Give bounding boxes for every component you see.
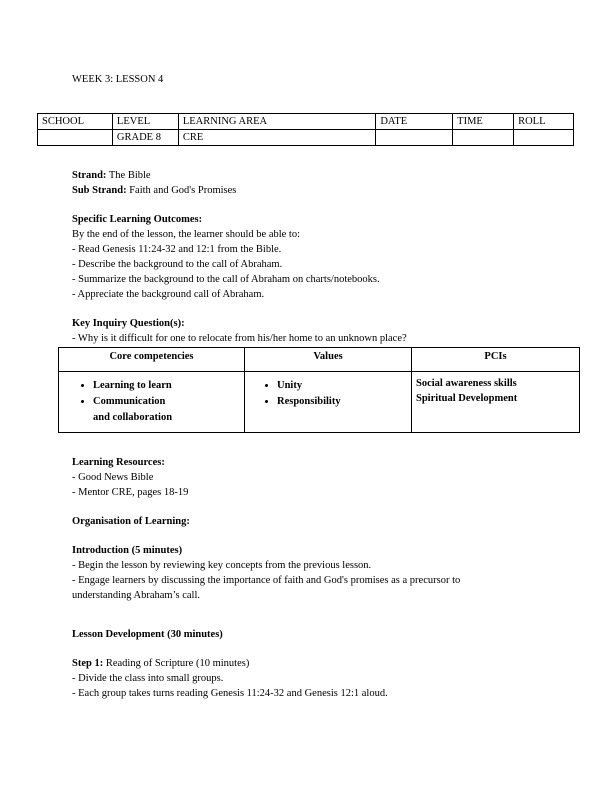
inquiry-question: - Why is it difficult for one to relocate from his/her home to an unknown place? <box>72 333 407 344</box>
step1-item: - Each group takes turns reading Genesis 11:24-32 and Genesis 12:1 aloud. <box>72 688 388 699</box>
sub-strand-line <box>72 183 552 198</box>
outcomes-heading: Specific Learning Outcomes: <box>72 214 203 225</box>
header-pcis: PCIs <box>412 348 580 372</box>
pci-item: Social awareness skills <box>416 378 517 389</box>
competencies-row <box>59 372 580 433</box>
strand-value: The Bible <box>106 170 151 181</box>
value-item: • Responsibility <box>277 394 407 410</box>
header-level: LEVEL <box>112 114 178 130</box>
introduction-item: - Begin the lesson by reviewing key concepts from the previous lesson. <box>72 560 372 571</box>
introduction-item-cont: understanding Abraham’s call. <box>72 590 201 601</box>
header-school: SCHOOL <box>38 114 113 130</box>
step1-line <box>72 656 552 671</box>
introduction-item: - Engage learners by discussing the importance of faith and God's promises as a precursor to <box>72 575 461 586</box>
core-competency-item-cont: and collaboration <box>93 412 173 423</box>
competencies-table <box>58 347 580 433</box>
header-core-competencies: Core competencies <box>59 348 245 372</box>
core-competency-item: • Learning to learn <box>93 378 240 394</box>
resource-item: - Mentor CRE, pages 18-19 <box>72 487 189 498</box>
week-lesson-title: WEEK 3: LESSON 4 <box>72 74 164 85</box>
introduction-heading: Introduction (5 minutes) <box>72 545 183 556</box>
inquiry-heading: Key Inquiry Question(s): <box>72 318 185 329</box>
value-time <box>453 130 514 146</box>
info-value-row <box>38 130 574 146</box>
lesson-body-bottom <box>72 455 552 701</box>
strand-line <box>72 168 552 183</box>
header-learning-area: LEARNING AREA <box>178 114 376 130</box>
outcomes-intro: By the end of the lesson, the learner should be able to: <box>72 229 301 240</box>
outcome-item: - Describe the background to the call of Abraham. <box>72 259 283 270</box>
resources-heading: Learning Resources: <box>72 457 165 468</box>
pci-item: Spiritual Development <box>416 393 518 404</box>
value-school <box>38 130 113 146</box>
value-item: • Unity <box>277 378 407 394</box>
header-values: Values <box>245 348 412 372</box>
value-level: GRADE 8 <box>112 130 178 146</box>
pcis-cell <box>412 372 580 433</box>
core-competencies-cell <box>59 372 245 433</box>
outcome-item: - Summarize the background to the call of Abraham on charts/notebooks. <box>72 274 380 285</box>
lesson-body-top <box>72 168 552 346</box>
value-date <box>376 130 453 146</box>
step1-item: - Divide the class into small groups. <box>72 673 224 684</box>
outcome-item: - Appreciate the background call of Abraham. <box>72 289 265 300</box>
values-cell <box>245 372 412 433</box>
strand-label: Strand: <box>72 170 107 181</box>
value-learning-area: CRE <box>178 130 376 146</box>
header-date: DATE <box>376 114 453 130</box>
step1-title: Reading of Scripture (10 minutes) <box>103 658 250 669</box>
organisation-heading: Organisation of Learning: <box>72 516 190 527</box>
resource-item: - Good News Bible <box>72 472 154 483</box>
value-roll <box>514 130 574 146</box>
development-heading: Lesson Development (30 minutes) <box>72 629 223 640</box>
header-time: TIME <box>453 114 514 130</box>
lesson-info-table <box>37 113 574 146</box>
core-competency-item: • Communication <box>93 394 240 410</box>
info-header-row <box>38 114 574 130</box>
sub-strand-label: Sub Strand: <box>72 185 127 196</box>
header-roll: ROLL <box>514 114 574 130</box>
step1-label: Step 1: <box>72 658 104 669</box>
competencies-header-row <box>59 348 580 372</box>
sub-strand-value: Faith and God's Promises <box>126 185 237 196</box>
outcome-item: - Read Genesis 11:24-32 and 12:1 from the Bible. <box>72 244 282 255</box>
